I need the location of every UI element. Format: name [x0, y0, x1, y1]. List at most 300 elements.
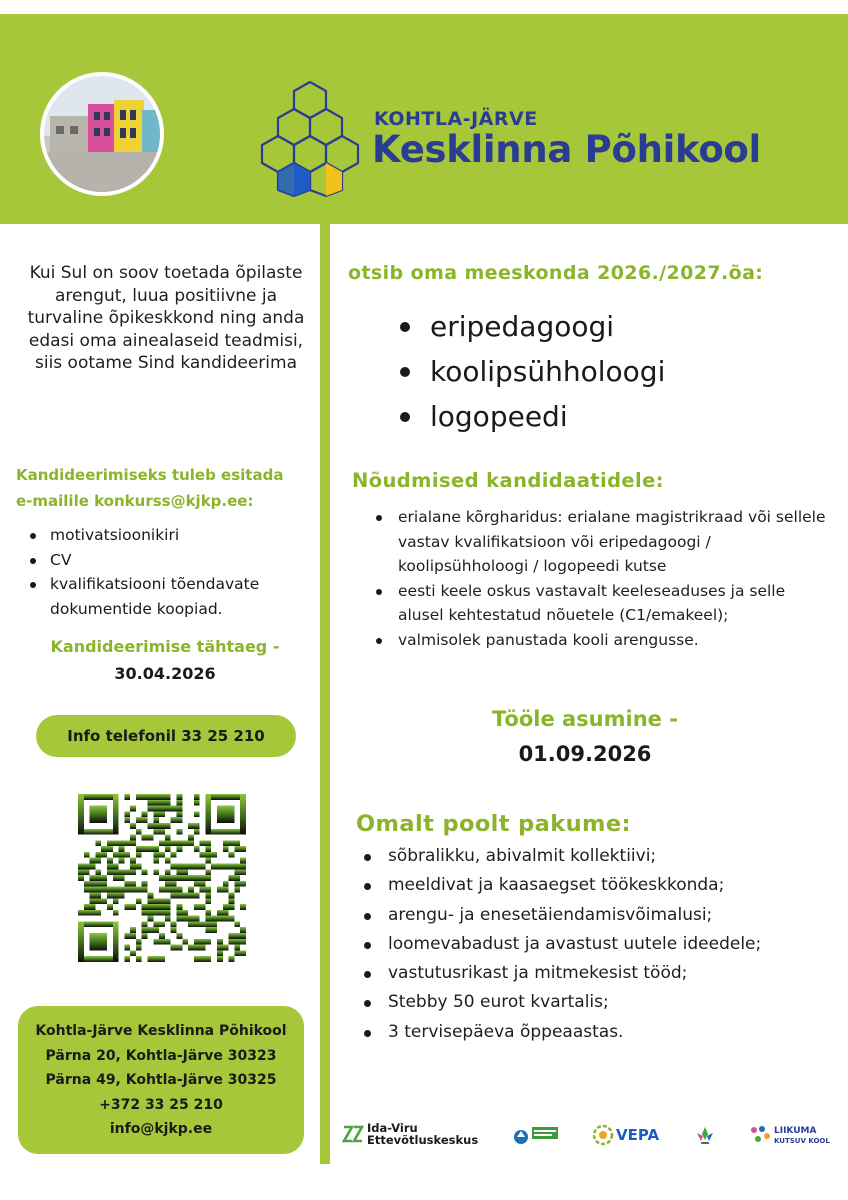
qr-module [223, 916, 229, 922]
qr-module [136, 939, 142, 945]
qr-module [176, 910, 182, 916]
qr-module [113, 864, 119, 870]
roles-list [400, 304, 665, 439]
seeks-heading: otsib oma meeskonda 2026./2027.õa: [348, 262, 764, 284]
qr-module [171, 840, 177, 846]
qr-module [153, 927, 159, 933]
qr-module [153, 817, 159, 823]
qr-module [205, 829, 246, 835]
qr-module [142, 817, 148, 823]
sponsor-vepa [592, 1124, 659, 1146]
qr-module [217, 950, 223, 956]
qr-module [107, 904, 113, 910]
qr-module [90, 858, 96, 864]
qr-module [200, 887, 206, 893]
qr-module [234, 869, 240, 875]
qr-module [211, 916, 217, 922]
qr-module [148, 835, 154, 841]
qr-module [95, 881, 101, 887]
qr-module [84, 904, 90, 910]
requirement-item: valmisolek panustada kooli arengusse. [376, 628, 826, 653]
qr-module [194, 875, 200, 881]
column-divider [320, 224, 330, 1164]
qr-module [194, 904, 200, 910]
qr-module [165, 823, 171, 829]
qr-module [130, 806, 136, 812]
qr-module [130, 823, 136, 829]
qr-module [211, 852, 217, 858]
sponsor-idaviru [342, 1122, 478, 1146]
qr-module [182, 840, 188, 846]
qr-module [90, 933, 107, 950]
qr-module [229, 864, 235, 870]
qr-module [188, 916, 194, 922]
qr-module [165, 794, 171, 800]
offer-item: meeldivat ja kaasaegset töökeskkonda; [364, 871, 804, 900]
qr-module [90, 892, 96, 898]
qr-module [159, 823, 165, 829]
liikuma-line1: LIIKUMA [774, 1126, 817, 1136]
requirement-item: eesti keele oskus vastavalt keeleseaduses ja selle alusel kehtestatud nõuetele (C1/emakeel); [376, 579, 826, 628]
qr-module [153, 806, 159, 812]
start-date: 01.09.2026 [518, 742, 652, 766]
qr-module [182, 869, 188, 875]
qr-module [205, 858, 211, 864]
qr-module [136, 817, 142, 823]
qr-module [153, 904, 159, 910]
qr-module [130, 840, 136, 846]
start-label: Tööle asumine - [492, 707, 678, 731]
qr-module [176, 945, 182, 951]
qr-module [205, 852, 211, 858]
qr-module [124, 904, 130, 910]
liikuma-logo-icon [748, 1124, 772, 1146]
qr-module [171, 881, 177, 887]
list-item: motivatsioonikiri [30, 523, 310, 548]
qr-module [171, 875, 177, 881]
qr-module [165, 939, 171, 945]
qr-module [165, 869, 171, 875]
qr-module [148, 904, 154, 910]
qr-module [165, 840, 171, 846]
qr-module [176, 887, 182, 893]
qr-module [217, 939, 223, 945]
qr-module [136, 829, 142, 835]
qr-module [78, 921, 119, 927]
qr-module [148, 806, 154, 812]
header-banner [0, 14, 848, 224]
qr-module [171, 852, 177, 858]
qr-module [90, 875, 96, 881]
qr-module [188, 921, 194, 927]
contact-email[interactable]: info@kjkp.ee [109, 1121, 213, 1137]
qr-module [107, 840, 113, 846]
qr-module [234, 933, 240, 939]
qr-module [142, 927, 148, 933]
contact-address-1: Pärna 20, Kohtla-Järve 30323 [45, 1047, 277, 1064]
qr-module [176, 846, 182, 852]
requirement-item: erialane kõrgharidus: erialane magistrikraad või sellele vastav kvalifikatsioon või eripedagoogi / koolipsühholoogi / logopeedi kutse [376, 505, 826, 579]
qr-module [194, 956, 200, 962]
qr-module [84, 881, 90, 887]
qr-module [205, 927, 211, 933]
qr-module [205, 910, 211, 916]
qr-module [124, 840, 130, 846]
qr-module [124, 869, 130, 875]
qr-module [159, 939, 165, 945]
qr-module [95, 892, 101, 898]
qr-module [165, 858, 171, 864]
qr-module [200, 852, 206, 858]
qr-module [205, 875, 211, 881]
qr-module [176, 875, 182, 881]
qr-module [130, 835, 136, 841]
qr-module [107, 864, 113, 870]
contact-school-name: Kohtla-Järve Kesklinna Põhikool [35, 1023, 287, 1039]
qr-module [142, 904, 148, 910]
qr-module [142, 835, 148, 841]
qr-module [176, 916, 182, 922]
qr-module [148, 916, 154, 922]
idaviru-line1: Ida-Viru [367, 1121, 418, 1135]
qr-module [142, 811, 148, 817]
qr-module [229, 892, 235, 898]
qr-module [124, 956, 130, 962]
deadline-label: Kandideerimise tähtaeg - [50, 637, 280, 656]
qr-module [176, 840, 182, 846]
qr-module [234, 864, 240, 870]
qr-module [113, 794, 119, 835]
qr-module [142, 794, 148, 800]
qr-module [234, 950, 240, 956]
qr-module [113, 921, 119, 962]
qr-module [229, 898, 235, 904]
vepa-label: VEPA [616, 1126, 660, 1144]
qr-module [234, 887, 240, 893]
qr-module [159, 933, 165, 939]
qr-module [211, 864, 217, 870]
qr-module [159, 811, 165, 817]
role-item: eripedagoogi [400, 304, 665, 349]
qr-module [113, 898, 119, 904]
qr-module [101, 881, 107, 887]
qr-module [200, 881, 206, 887]
qr-module [194, 800, 200, 806]
qr-module [188, 945, 194, 951]
qr-module [240, 794, 246, 835]
brand-city: KOHTLA-JÄRVE [374, 108, 538, 130]
qr-module [90, 904, 96, 910]
qr-module [223, 887, 229, 893]
qr-module [78, 864, 84, 870]
qr-module [142, 933, 148, 939]
apply-heading-line1: Kandideerimiseks tuleb esitada [16, 466, 284, 484]
qr-module [107, 892, 113, 898]
qr-module [119, 858, 125, 864]
qr-module [153, 823, 159, 829]
idaviru-logo-icon [342, 1123, 364, 1145]
qr-module [234, 945, 240, 951]
intro-text: Kui Sul on soov toetada õpilaste arengut, luua positiivne ja turvaline õpikeskkond ning anda edasi oma ainealaseid teadmisi, siis ootame Sind kandideerima [27, 263, 305, 373]
qr-module [148, 910, 154, 916]
qr-module [200, 904, 206, 910]
qr-module [217, 956, 223, 962]
qr-module [136, 887, 142, 893]
qr-module [159, 875, 165, 881]
qr-module [130, 858, 136, 864]
qr-module [101, 898, 107, 904]
qr-module [153, 910, 159, 916]
apply-heading-line2: e-mailile konkurss@kjkp.ee: [16, 492, 254, 510]
qr-module [217, 910, 223, 916]
qr-module [240, 939, 246, 945]
qr-module [159, 852, 165, 858]
qr-module [124, 794, 130, 800]
qr-module [101, 887, 107, 893]
qr-module [205, 956, 211, 962]
qr-module [182, 910, 188, 916]
qr-module [205, 898, 211, 904]
qr-module [95, 910, 101, 916]
qr-module [200, 956, 206, 962]
qr-module [234, 939, 240, 945]
qr-module [182, 892, 188, 898]
contact-address-2: Pärna 49, Kohtla-Järve 30325 [45, 1072, 277, 1088]
qr-module [159, 956, 165, 962]
sponsor-health-school [512, 1124, 560, 1152]
qr-module [153, 956, 159, 962]
qr-module [136, 945, 142, 951]
offer-item: 3 tervisepäeva õppeaastas. [364, 1018, 804, 1047]
qr-module [119, 869, 125, 875]
qr-module [78, 794, 119, 800]
qr-module [176, 811, 182, 817]
qr-module [194, 846, 200, 852]
qr-module [165, 904, 171, 910]
qr-module [200, 939, 206, 945]
qr-module [101, 875, 107, 881]
phone-info-button[interactable]: Info telefonil 33 25 210 [36, 715, 296, 757]
qr-module [176, 869, 182, 875]
list-item: CV [30, 548, 310, 573]
vepa-logo-icon [592, 1124, 614, 1146]
qr-module [130, 887, 136, 893]
qr-module [107, 887, 113, 893]
qr-module [90, 887, 96, 893]
liikuma-line2: KUTSUV KOOL [774, 1137, 830, 1145]
sponsor-liikuma [748, 1124, 830, 1146]
qr-module [159, 794, 165, 800]
qr-module [78, 794, 84, 835]
qr-module [240, 927, 246, 933]
qr-module [153, 898, 159, 904]
school-photo [40, 72, 164, 196]
qr-module [229, 933, 235, 939]
qr-module [229, 840, 235, 846]
qr-module [223, 846, 229, 852]
qr-module [194, 881, 200, 887]
qr-module [194, 945, 200, 951]
qr-module [90, 910, 96, 916]
qr-module [107, 846, 113, 852]
qr-module [176, 800, 182, 806]
qr-module [90, 881, 96, 887]
qr-module [205, 869, 211, 875]
qr-module [234, 875, 240, 881]
qr-module [136, 852, 142, 858]
offer-list [364, 842, 804, 1047]
qr-module [107, 858, 113, 864]
qr-module [78, 875, 84, 881]
qr-module [188, 887, 194, 893]
qr-module [165, 806, 171, 812]
qr-module [153, 921, 159, 927]
qr-module [217, 864, 223, 870]
qr-module [119, 875, 125, 881]
qr-module [165, 875, 171, 881]
qr-module [153, 939, 159, 945]
qr-module [153, 858, 159, 864]
qr-module [90, 864, 96, 870]
qr-module [165, 887, 171, 893]
qr-module [217, 806, 234, 823]
qr-module [194, 921, 200, 927]
contact-box [18, 1006, 304, 1154]
qr-module [119, 852, 125, 858]
qr-module [95, 875, 101, 881]
qr-module [176, 817, 182, 823]
qr-module [84, 869, 90, 875]
apply-heading [16, 462, 316, 514]
offer-item: loomevabadust ja avastust uutele ideedele; [364, 930, 804, 959]
qr-module [148, 956, 154, 962]
qr-module [217, 916, 223, 922]
qr-module [240, 864, 246, 870]
qr-module [188, 840, 194, 846]
qr-module [153, 811, 159, 817]
qr-module [124, 887, 130, 893]
qr-module [153, 794, 159, 800]
health-school-logo-icon [512, 1124, 560, 1148]
qr-module [188, 864, 194, 870]
qr-module [136, 956, 142, 962]
qr-module [124, 811, 130, 817]
qr-module [78, 829, 119, 835]
qr-module [229, 875, 235, 881]
qr-module [159, 840, 165, 846]
qr-module [205, 892, 211, 898]
qr-module [240, 933, 246, 939]
idaviru-line2: Ettevõtluskeskus [367, 1133, 479, 1147]
qr-module [95, 869, 101, 875]
qr-module [240, 881, 246, 887]
qr-module [153, 852, 159, 858]
qr-module [223, 864, 229, 870]
qr-module [176, 904, 182, 910]
qr-module [171, 887, 177, 893]
qr-module [188, 875, 194, 881]
qr-module [130, 904, 136, 910]
qr-module [78, 910, 84, 916]
offer-item: Stebby 50 eurot kvartalis; [364, 988, 804, 1017]
qr-module [159, 904, 165, 910]
offer-heading: Omalt poolt pakume: [356, 811, 631, 837]
offer-item: vastutusrikast ja mitmekesist tööd; [364, 959, 804, 988]
qr-module [95, 887, 101, 893]
qr-module [229, 852, 235, 858]
offer-item: sõbralikku, abivalmit kollektiivi; [364, 842, 804, 871]
qr-module [142, 846, 148, 852]
qr-module [153, 846, 159, 852]
qr-module [130, 869, 136, 875]
qr-module [136, 898, 142, 904]
deadline-date: 30.04.2026 [114, 664, 216, 683]
qr-module [130, 950, 136, 956]
qr-module [142, 887, 148, 893]
qr-module [200, 945, 206, 951]
qr-module [165, 916, 171, 922]
qr-module [159, 921, 165, 927]
qr-module [148, 846, 154, 852]
qr-module [84, 910, 90, 916]
qr-module [176, 794, 182, 800]
qr-module [223, 881, 229, 887]
qr-code[interactable] [78, 794, 246, 962]
qr-module [200, 864, 206, 870]
requirements-heading: Nõudmised kandidaatidele: [352, 469, 664, 492]
qr-module [107, 869, 113, 875]
role-item: koolipsühholoogi [400, 349, 665, 394]
qr-module [223, 840, 229, 846]
qr-module [101, 846, 107, 852]
qr-module [200, 840, 206, 846]
apply-document-list [30, 523, 310, 621]
requirements-list [376, 505, 826, 652]
qr-module [223, 945, 229, 951]
qr-module [148, 927, 154, 933]
qr-module [194, 892, 200, 898]
role-item: logopeedi [400, 394, 665, 439]
qr-module [159, 910, 165, 916]
qr-module [205, 921, 211, 927]
qr-module [95, 840, 101, 846]
qr-module [234, 846, 240, 852]
qr-module [171, 892, 177, 898]
offer-item: arengu- ja enesetäiendamisvõimalusi; [364, 901, 804, 930]
qr-module [188, 823, 194, 829]
qr-module [113, 869, 119, 875]
qr-module [148, 892, 154, 898]
qr-module [176, 933, 182, 939]
qr-module [171, 817, 177, 823]
qr-module [182, 864, 188, 870]
qr-module [176, 806, 182, 812]
leaf-logo-icon [694, 1124, 716, 1146]
qr-module [113, 852, 119, 858]
qr-module [130, 864, 136, 870]
contact-phone[interactable]: +372 33 25 210 [99, 1096, 223, 1113]
qr-module [153, 869, 159, 875]
qr-module [229, 904, 235, 910]
qr-module [165, 881, 171, 887]
qr-module [101, 852, 107, 858]
qr-module [159, 887, 165, 893]
qr-module [153, 800, 159, 806]
qr-module [234, 921, 240, 927]
qr-module [159, 898, 165, 904]
qr-module [78, 956, 119, 962]
qr-module [78, 869, 84, 875]
